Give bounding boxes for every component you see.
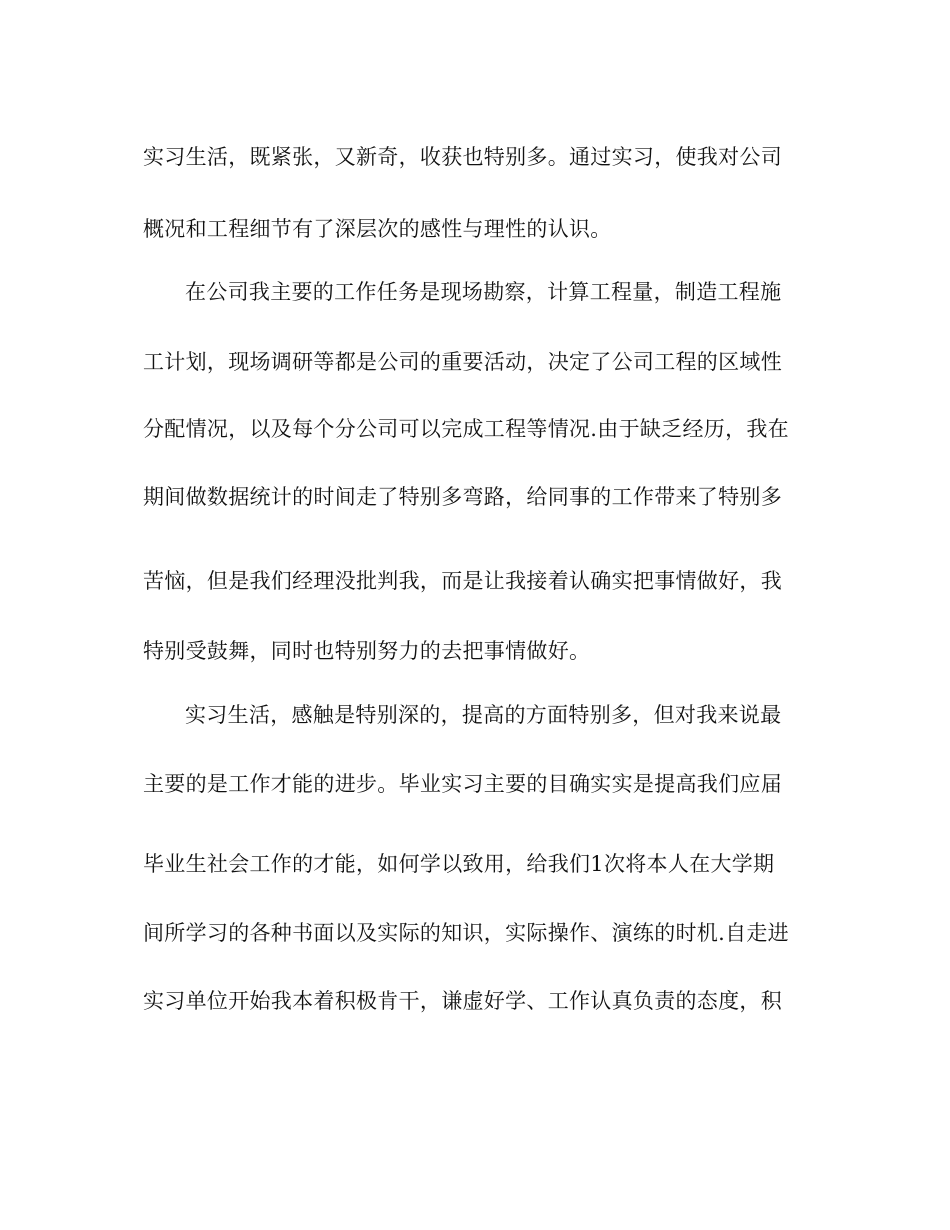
text-line: 实习单位开始我本着积极肯干，谦虚好学、工作认真负责的态度，积 xyxy=(143,989,782,1013)
text-line: 工计划，现场调研等都是公司的重要活动，决定了公司工程的区域性 xyxy=(143,350,782,374)
text-line: 苦恼，但是我们经理没批判我，而是让我接着认确实把事情做好，我 xyxy=(143,569,782,593)
paragraph-start-line: 实习生活，感触是特别深的，提高的方面特别多，但对我来说最 xyxy=(185,703,782,727)
text-line: 特别受鼓舞，同时也特别努力的去把事情做好。 xyxy=(143,639,591,663)
text-line: 毕业生社会工作的才能，如何学以致用，给我们1次将本人在大学期 xyxy=(143,852,775,876)
paragraph-start-line: 在公司我主要的工作任务是现场勘察，计算工程量，制造工程施 xyxy=(185,280,782,304)
text-line: 期间做数据统计的时间走了特别多弯路，给同事的工作带来了特别多 xyxy=(143,485,782,509)
text-line: 概况和工程细节有了深层次的感性与理性的认识。 xyxy=(143,217,612,241)
text-line: 实习生活，既紧张，又新奇，收获也特别多。通过实习，使我对公司 xyxy=(143,145,782,169)
text-line: 分配情况，以及每个分公司可以完成工程等情况.由于缺乏经历，我在 xyxy=(143,417,789,441)
text-line: 主要的是工作才能的进步。毕业实习主要的目确实实是提高我们应届 xyxy=(143,772,782,796)
text-line: 间所学习的各种书面以及实际的知识，实际操作、演练的时机.自走进 xyxy=(143,921,789,945)
